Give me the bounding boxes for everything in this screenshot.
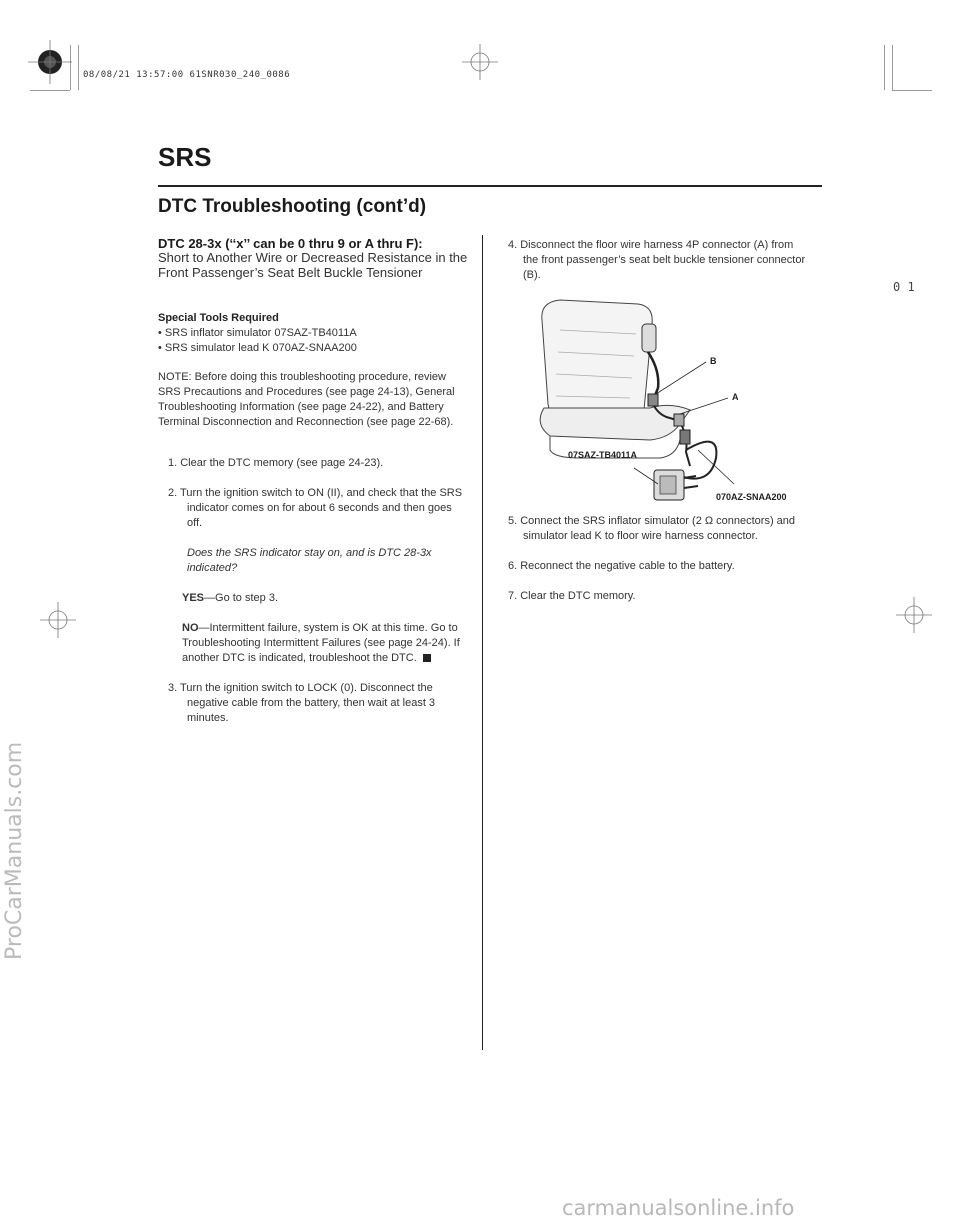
column-divider (482, 235, 483, 1050)
steps-left (158, 456, 464, 726)
special-tools-title: Special Tools Required (158, 312, 279, 324)
label-b: B (710, 356, 717, 366)
procedure-note: NOTE: Before doing this troubleshooting procedure, review SRS Precautions and Procedures (see page 24-13), General Troubleshooting Information (see page 24-22), and Battery Terminal Disconnection and Reconnection (see page 22-68). (158, 371, 455, 428)
side-watermark: ProCarManuals.com (2, 741, 27, 960)
label-a: A (732, 392, 739, 402)
step-5: 5. Connect the SRS inflator simulator (2 Ω connectors) and simulator lead K to floor wire harness connector. (508, 515, 796, 542)
section-title: SRS (158, 142, 212, 172)
label-simulator: 07SAZ-TB4011A (568, 450, 638, 460)
label-simulator-lead: 070AZ-SNAA200 (716, 492, 787, 502)
steps-right-continued (508, 514, 808, 604)
steps-right (508, 238, 808, 283)
dtc-description: Short to Another Wire or Decreased Resistance in the Front Passenger’s Seat Belt Buckle Tensioner (158, 250, 468, 280)
list-item: • SRS inflator simulator 07SAZ-TB4011A (158, 327, 357, 339)
heading-rule (158, 185, 822, 187)
list-item: • SRS simulator lead K 070AZ-SNAA200 (158, 342, 357, 354)
yes-label: YES (182, 592, 205, 604)
no-text: —Intermittent failure, system is OK at this time. Go to Troubleshooting Intermittent Failures (see page 24-24). If another DTC is indicated, troubleshoot the DTC. (182, 622, 460, 664)
yes-text: —Go to step 3. (204, 592, 278, 604)
dtc-code: DTC 28-3x (‘‘x’’ can be 0 thru 9 or A thru F): (158, 236, 423, 251)
registration-target-icon (28, 40, 72, 84)
special-tools-list (158, 326, 464, 356)
yes-answer (158, 591, 464, 606)
step-6: 6. Reconnect the negative cable to the battery. (508, 560, 735, 572)
connector-a-icon (674, 414, 684, 426)
step-2: 2. Turn the ignition switch to ON (II), and check that the SRS indicator comes on for about 6 seconds and then goes off. (168, 487, 463, 529)
step-7: 7. Clear the DTC memory. (508, 590, 636, 602)
crosshair-icon (40, 602, 76, 638)
step-4: 4. Disconnect the floor wire harness 4P connector (A) from the front passenger’s seat belt buckle tensioner connector (B). (508, 239, 806, 281)
no-label: NO (182, 622, 199, 634)
step-3: 3. Turn the ignition switch to LOCK (0). Disconnect the negative cable from the battery, then wait at least 3 minutes. (168, 682, 436, 724)
connector-b-icon (648, 394, 658, 406)
step-2-question: Does the SRS indicator stay on, and is DTC 28-3x indicated? (187, 547, 432, 574)
bottom-watermark: carmanualsonline.info (562, 1196, 795, 1220)
page-heading: DTC Troubleshooting (cont’d) (158, 196, 427, 217)
step-1: 1. Clear the DTC memory (see page 24-23). (168, 457, 384, 469)
seat-belt-buckle-icon (642, 324, 656, 352)
crosshair-icon (462, 44, 498, 80)
print-stamp: 08/08/21 13:57:00 61SNR030_240_0086 (83, 70, 291, 80)
margin-mark: 0 1 (893, 280, 915, 294)
end-mark-icon (423, 654, 431, 662)
seat-connector-diagram (520, 290, 820, 510)
crosshair-icon (896, 597, 932, 633)
no-answer (158, 621, 464, 666)
